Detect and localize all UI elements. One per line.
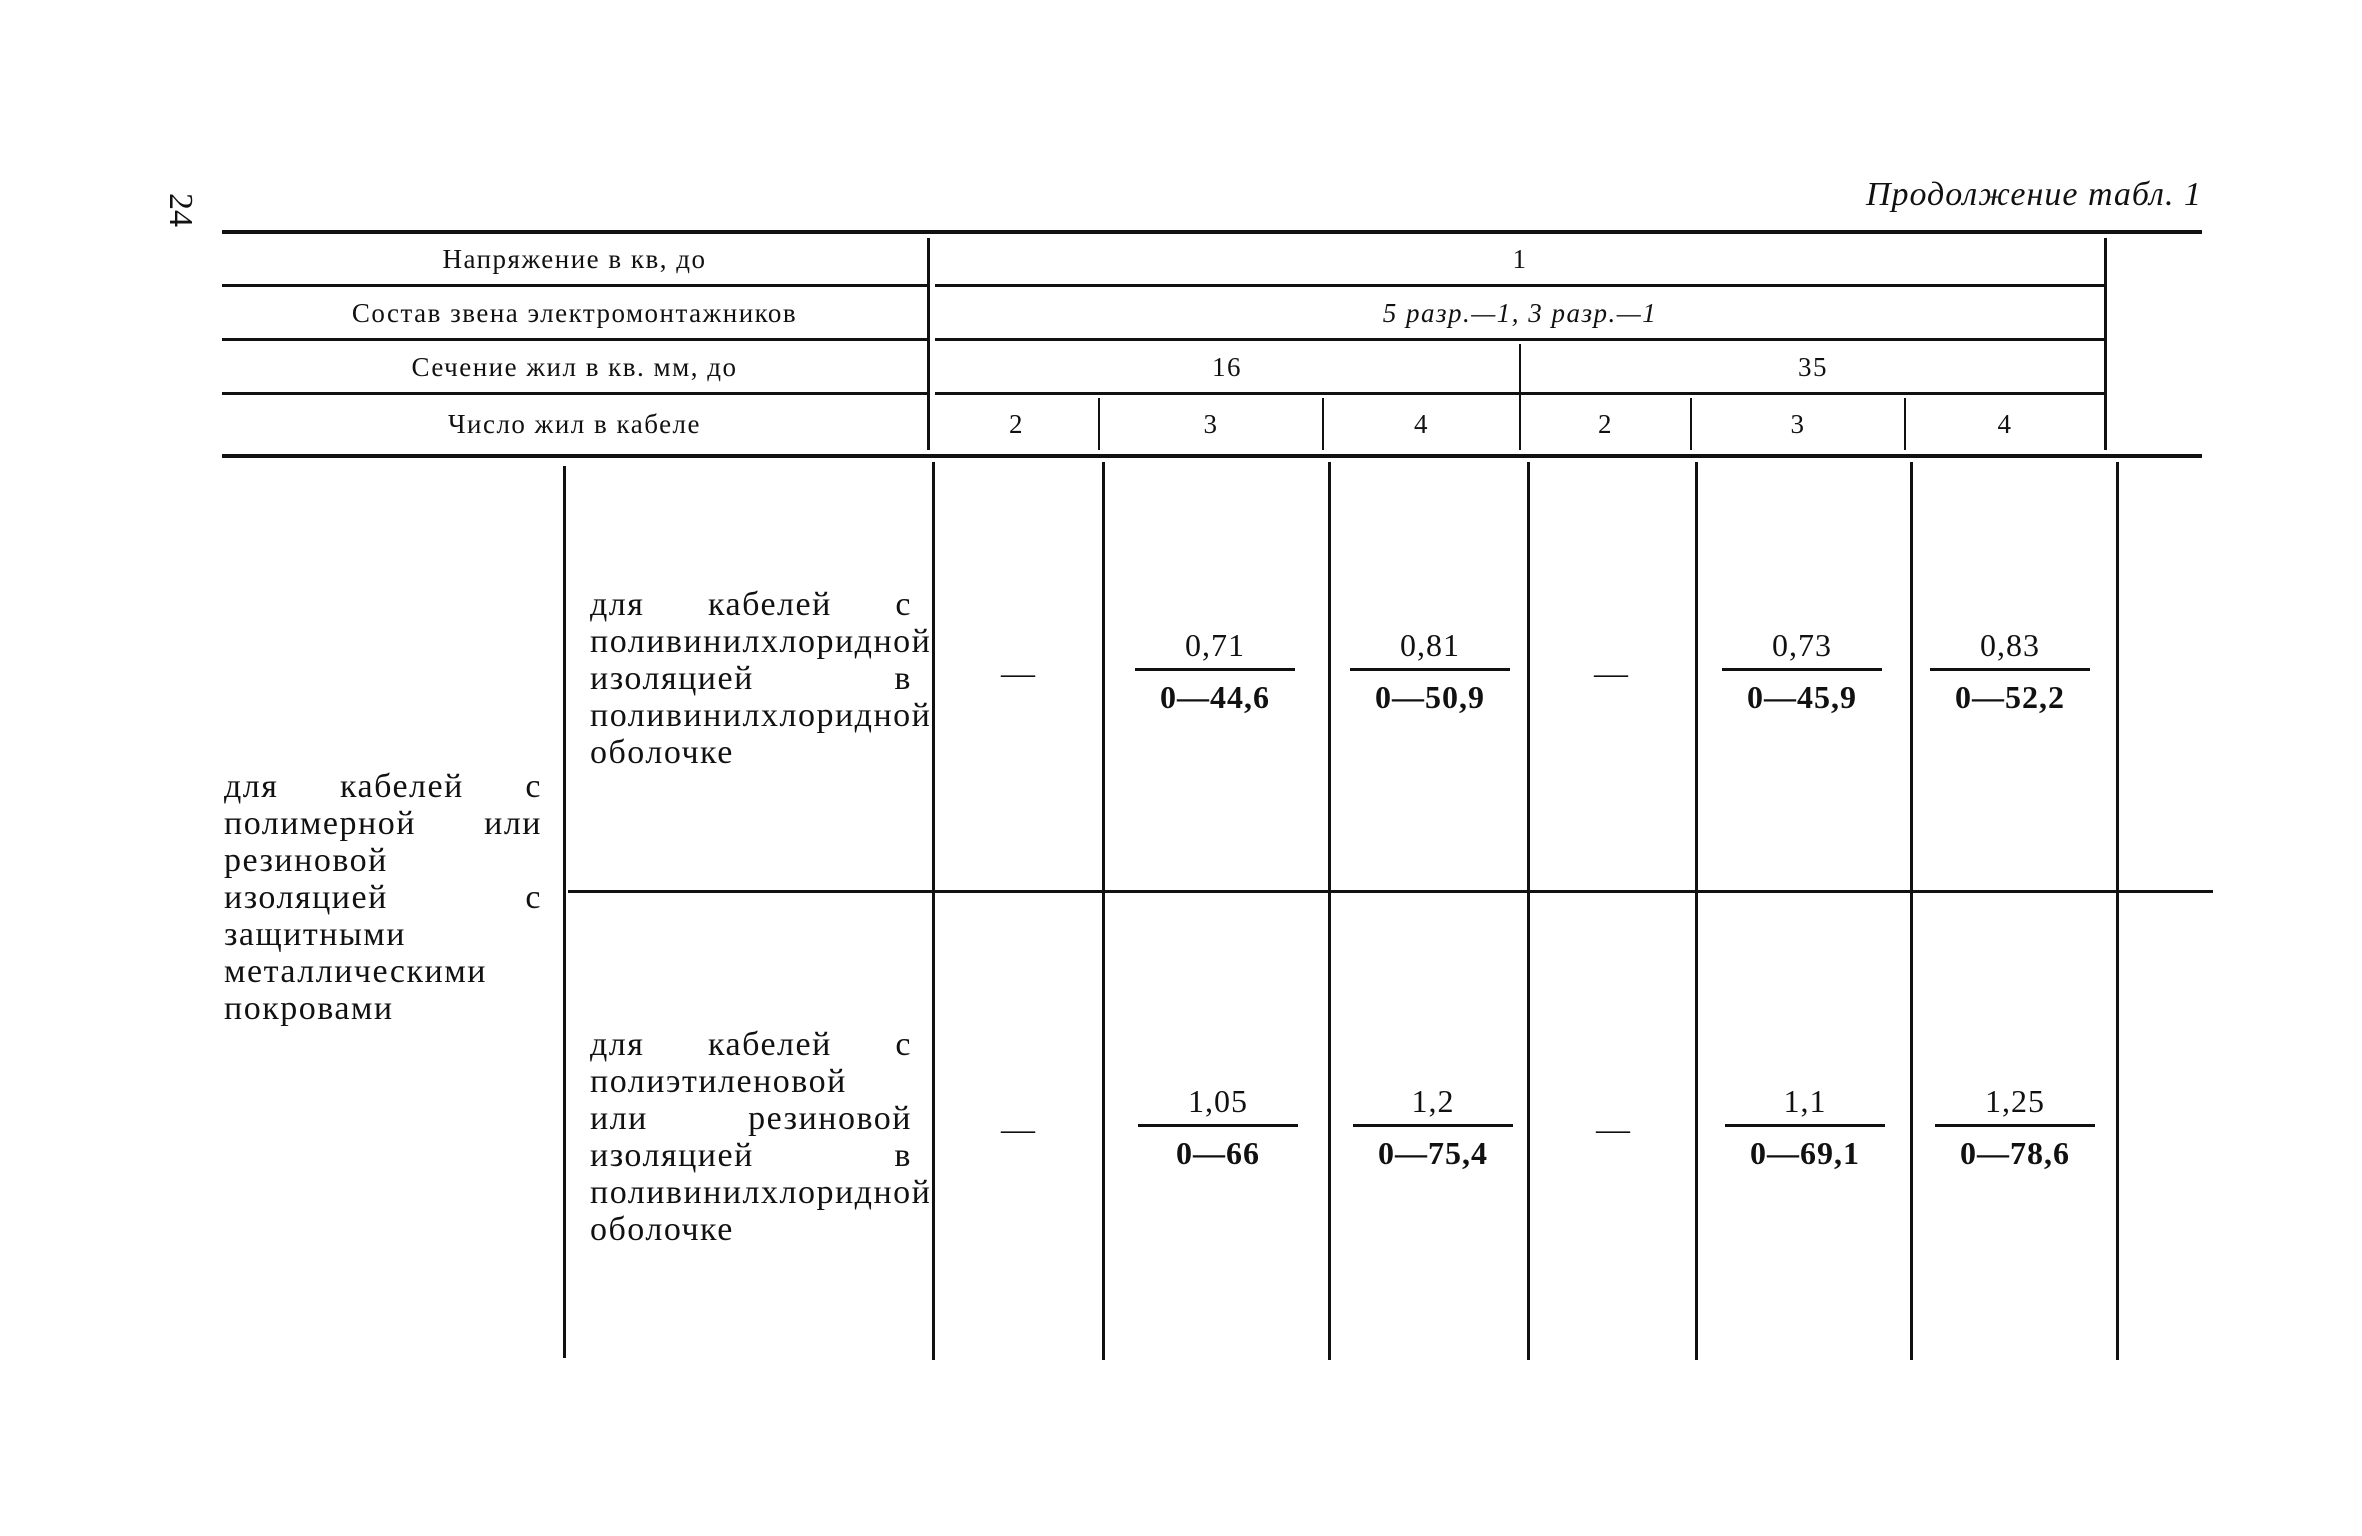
rate-fraction	[1725, 1078, 1885, 1175]
section-value-16: 16	[1212, 351, 1242, 382]
cores-label: Число жил в кабеле	[447, 408, 702, 439]
empty-dash: —	[1594, 655, 1628, 692]
body-divider	[932, 462, 935, 1360]
rate-denominator: 0—66	[1176, 1135, 1260, 1171]
rate-numerator: 0,83	[1930, 622, 2090, 671]
empty-dash: —	[1001, 655, 1035, 692]
rate-fraction	[1930, 622, 2090, 719]
header-rule	[222, 284, 927, 287]
cores-value: 4	[1997, 408, 2013, 439]
cores-value: 2	[1598, 408, 1613, 439]
body-divider	[2116, 462, 2119, 1360]
cores-value: 4	[1414, 408, 1429, 439]
row-label: для кабелей с поливинилхлоридной изоляцией в поливинилхлоридной оболочке	[590, 586, 932, 771]
header-rule	[222, 392, 927, 395]
rate-numerator: 1,1	[1725, 1078, 1885, 1127]
row-separator-rule	[568, 890, 2213, 893]
rate-numerator: 0,73	[1722, 622, 1882, 671]
body-divider	[563, 466, 566, 1358]
body-divider	[1328, 462, 1331, 1360]
page-number: 24	[162, 193, 199, 227]
cores-value: 3	[1790, 408, 1806, 439]
cable-group-label: для кабелей с полимерной или резиновой изоляцией с защитными металлическими покровами	[224, 768, 542, 1027]
body-divider	[1527, 462, 1530, 1360]
rate-fraction	[1135, 622, 1295, 719]
header-divider	[927, 238, 930, 450]
rate-fraction	[1138, 1078, 1298, 1175]
header-rule	[222, 338, 927, 341]
row-label: для кабелей с полиэтиленовой или резиновой изоляцией в поливинилхлоридной оболочке	[590, 1026, 932, 1248]
body-divider	[1910, 462, 1913, 1360]
rate-denominator: 0—52,2	[1955, 679, 2065, 715]
header-rule	[935, 284, 2105, 287]
empty-dash: —	[1596, 1111, 1630, 1148]
section-value-35: 35	[1798, 351, 1828, 382]
body-divider	[1695, 462, 1698, 1360]
cores-value: 2	[1009, 408, 1024, 439]
rate-numerator: 1,2	[1353, 1078, 1513, 1127]
rate-denominator: 0—69,1	[1750, 1135, 1860, 1171]
rate-fraction	[1350, 622, 1510, 719]
rate-denominator: 0—50,9	[1375, 679, 1485, 715]
crew-label: Состав звена электромонтажников	[351, 297, 798, 328]
rate-denominator: 0—45,9	[1747, 679, 1857, 715]
section-label: Сечение жил в кв. мм, до	[411, 351, 738, 382]
rate-denominator: 0—75,4	[1378, 1135, 1488, 1171]
rate-numerator: 1,25	[1935, 1078, 2095, 1127]
voltage-label: Напряжение в кв, до	[442, 243, 707, 274]
voltage-value: 1	[1512, 243, 1528, 274]
continuation-label: Продолжение табл. 1	[1865, 176, 2202, 213]
rate-fraction	[1722, 622, 1882, 719]
empty-dash: —	[1001, 1111, 1035, 1148]
rate-fraction	[1935, 1078, 2095, 1175]
crew-value: 5 разр.—1, 3 разр.—1	[1382, 297, 1658, 328]
body-divider	[1102, 462, 1105, 1360]
header-rule	[935, 338, 2105, 341]
header-bottom-rule	[222, 454, 2202, 458]
rate-denominator: 0—44,6	[1160, 679, 1270, 715]
rate-numerator: 1,05	[1138, 1078, 1298, 1127]
rate-numerator: 0,71	[1135, 622, 1295, 671]
rate-denominator: 0—78,6	[1960, 1135, 2070, 1171]
rate-fraction	[1353, 1078, 1513, 1175]
cores-value: 3	[1203, 408, 1219, 439]
rate-numerator: 0,81	[1350, 622, 1510, 671]
